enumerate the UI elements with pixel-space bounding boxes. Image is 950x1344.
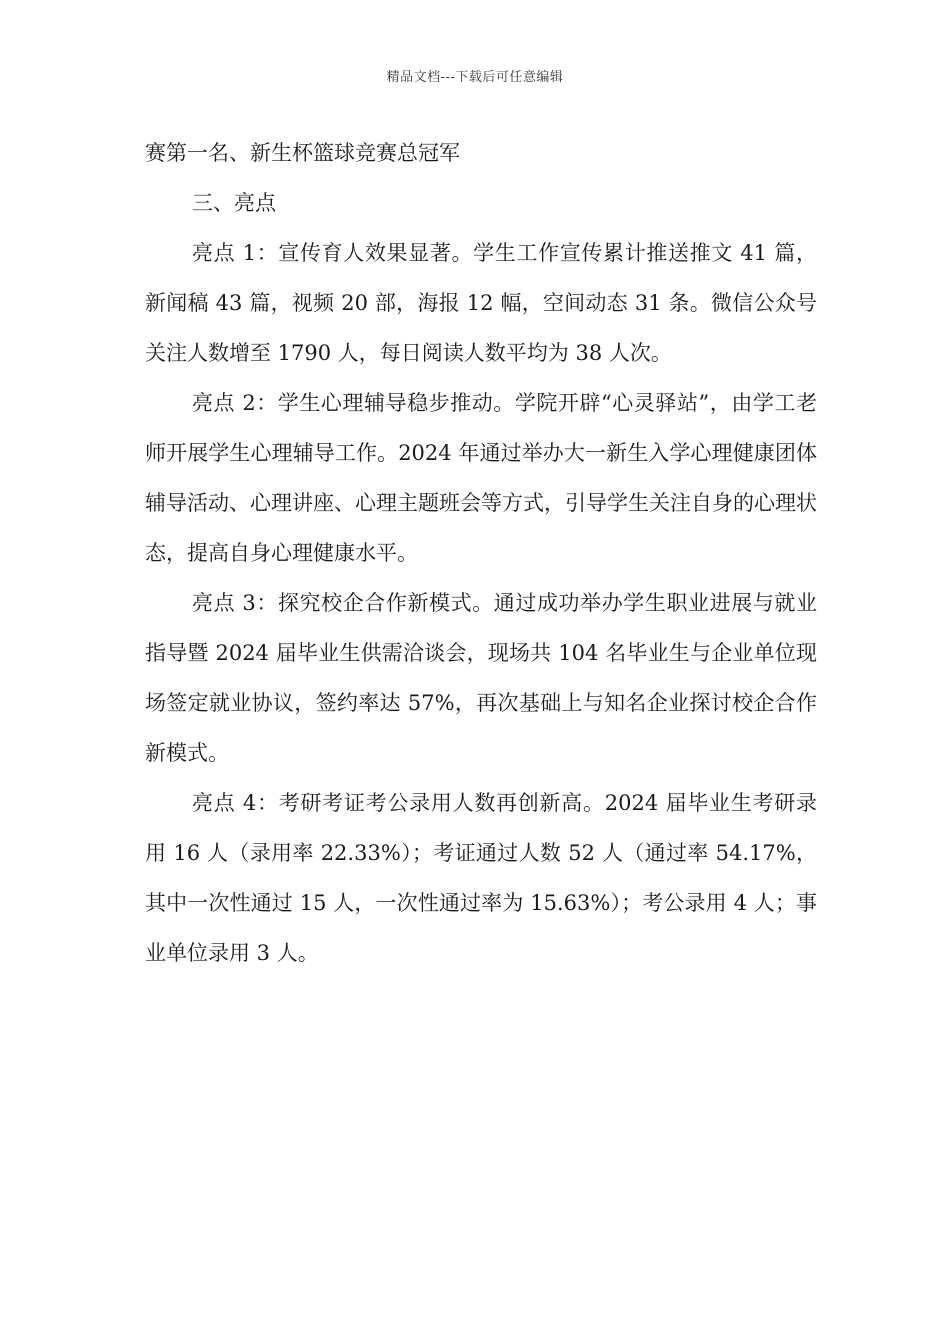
document-body: [145, 128, 817, 978]
section-heading: 三、亮点: [192, 191, 276, 215]
continuation-paragraph: 赛第一名、新生杯篮球竞赛总冠军: [145, 141, 460, 165]
highlight-paragraph-4: 亮点 4：考研考证考公录用人数再创新高。2024 届毕业生考研录用 16 人（录用率 22.33%）；考证通过人数 52 人（通过率 54.17%，其中一次性通过 15 人，一次性通过率为 15.63%）；考公录用 4 人；事业单位录用 3 人。: [145, 791, 817, 965]
highlight-paragraph-1: 亮点 1：宣传育人效果显著。学生工作宣传累计推送推文 41 篇，新闻稿 43 篇，视频 20 部，海报 12 幅，空间动态 31 条。微信公众号关注人数增至 1790 人，每日阅读人数平均为 38 人次。: [145, 241, 817, 365]
highlight-paragraph-2: 亮点 2：学生心理辅导稳步推动。学院开辟“心灵驿站”，由学工老师开展学生心理辅导工作。2024 年通过举办大一新生入学心理健康团体辅导活动、心理讲座、心理主题班会等方式，引导学生关注自身的心理状态，提高自身心理健康水平。: [145, 391, 817, 565]
page-header: 精品文档---下载后可任意编辑: [386, 70, 564, 85]
highlight-paragraph-3: 亮点 3：探究校企合作新模式。通过成功举办学生职业进展与就业指导暨 2024 届毕业生供需洽谈会，现场共 104 名毕业生与企业单位现场签定就业协议，签约率达 57%，再次基础上与知名企业探讨校企合作新模式。: [145, 591, 817, 765]
